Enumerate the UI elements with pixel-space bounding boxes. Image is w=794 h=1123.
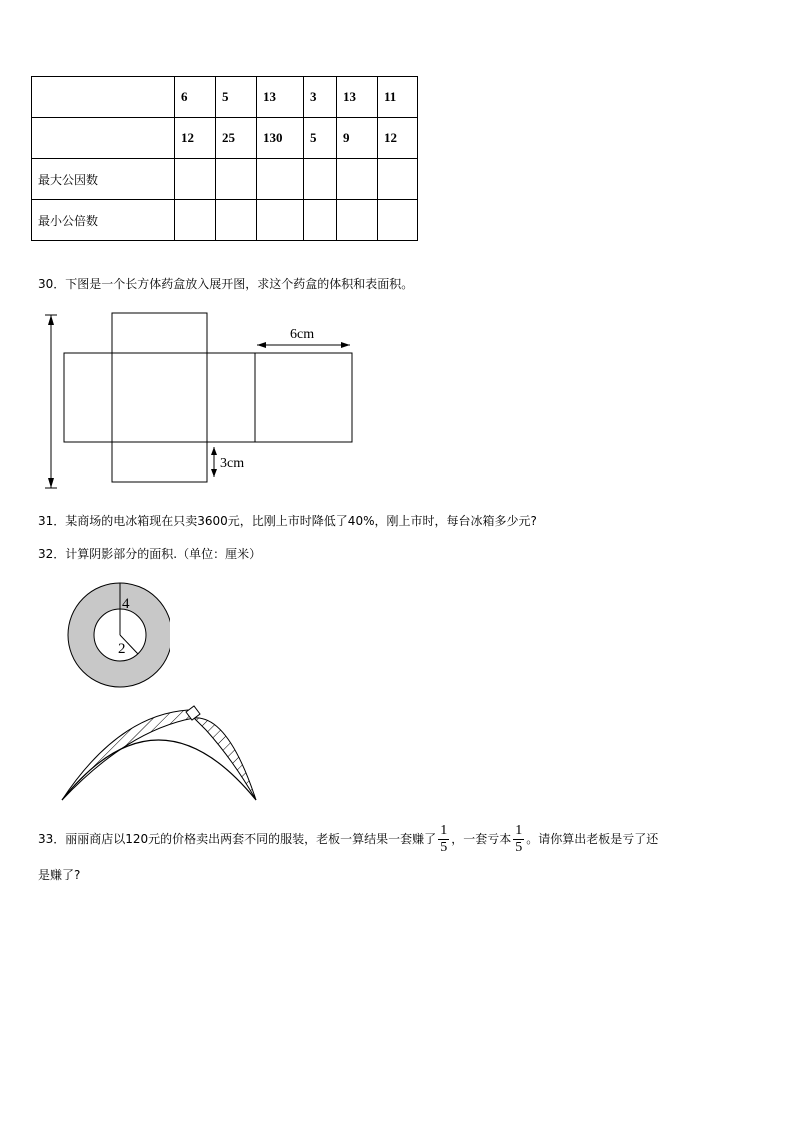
table-row: [32, 200, 418, 241]
row-label-gcd: 最大公因数: [32, 159, 175, 200]
answer-cell[interactable]: [337, 159, 378, 200]
table-cell: [32, 77, 175, 118]
label-4: 4: [122, 596, 130, 612]
table-row: [32, 77, 418, 118]
gcd-lcm-table: [31, 76, 418, 241]
q33-part3: 。请你算出老板是亏了还: [526, 832, 659, 846]
answer-cell[interactable]: [216, 200, 257, 241]
table-cell: 130: [257, 118, 304, 159]
table-cell: 13: [337, 77, 378, 118]
answer-cell[interactable]: [175, 159, 216, 200]
table-cell: 11: [378, 77, 418, 118]
fraction-one-fifth: $\frac{1}{5}$: [515, 823, 523, 855]
table-cell: [32, 118, 175, 159]
answer-cell[interactable]: [257, 159, 304, 200]
table-cell: 25: [216, 118, 257, 159]
box-net-diagram: [40, 305, 370, 495]
question-30: 30．下图是一个长方体药盒放入展开图，求这个药盒的体积和表面积。: [38, 277, 414, 291]
table-cell: 12: [175, 118, 216, 159]
label-6cm: 6cm: [290, 327, 315, 342]
shaded-arcs-diagram: [58, 700, 263, 804]
table-cell: 12: [378, 118, 418, 159]
label-3cm: 3cm: [220, 456, 245, 471]
table-cell: 5: [216, 77, 257, 118]
question-31: 31．某商场的电冰箱现在只卖3600元，比刚上市时降低了40%，刚上市时，每台冰箱多少元?: [38, 514, 537, 528]
row-label-lcm: 最小公倍数: [32, 200, 175, 241]
answer-cell[interactable]: [337, 200, 378, 241]
answer-cell[interactable]: [175, 200, 216, 241]
table-cell: 5: [304, 118, 337, 159]
q33-part2: ，一套亏本: [451, 832, 512, 846]
answer-cell[interactable]: [216, 159, 257, 200]
answer-cell[interactable]: [378, 200, 418, 241]
table-cell: 9: [337, 118, 378, 159]
annulus-diagram: [60, 580, 170, 692]
table-cell: 3: [304, 77, 337, 118]
answer-cell[interactable]: [304, 159, 337, 200]
question-33-line2: 是赚了?: [38, 868, 81, 882]
answer-cell[interactable]: [304, 200, 337, 241]
table-cell: 13: [257, 77, 304, 118]
table-cell: 6: [175, 77, 216, 118]
answer-cell[interactable]: [378, 159, 418, 200]
label-2: 2: [118, 641, 126, 657]
table-row: [32, 118, 418, 159]
question-33: [38, 822, 658, 856]
answer-cell[interactable]: [257, 200, 304, 241]
q33-part1: 33．丽丽商店以120元的价格卖出两套不同的服装，老板一算结果一套赚了: [38, 832, 437, 846]
table-row: [32, 159, 418, 200]
fraction-one-fifth: $\frac{1}{5}$: [440, 823, 448, 855]
question-32: 32．计算阴影部分的面积.（单位：厘米）: [38, 547, 262, 561]
